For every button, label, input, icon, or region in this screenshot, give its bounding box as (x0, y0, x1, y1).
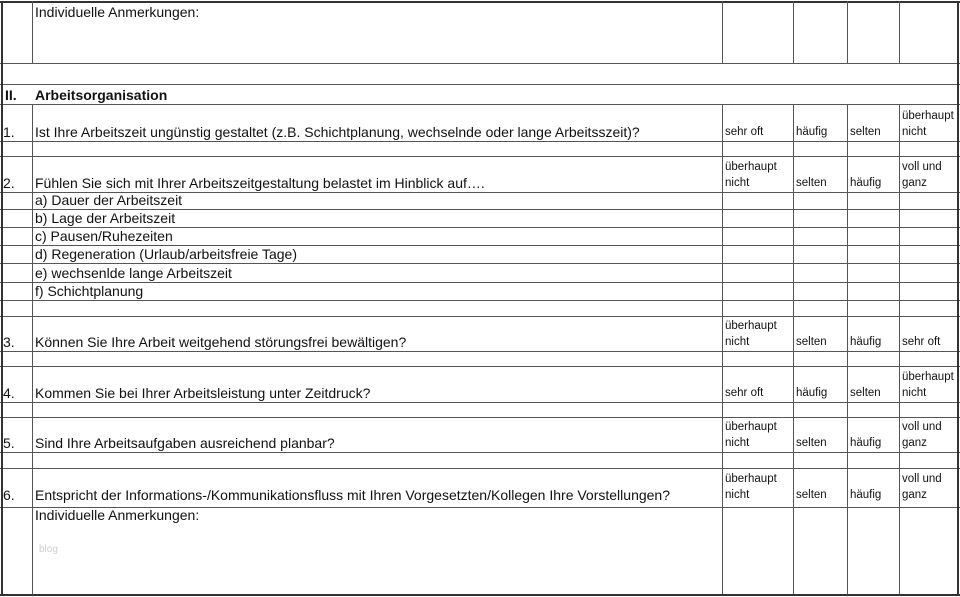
answer-option[interactable]: häufig (850, 489, 882, 501)
notes-row (0, 1, 960, 63)
subitem-row (0, 209, 960, 227)
answer-option[interactable]: sehr oft (725, 126, 764, 138)
section-number: II. (5, 87, 17, 103)
notes-label: Individuelle Anmerkungen: (35, 507, 200, 523)
question-text: Ist Ihre Arbeitszeit ungünstig gestaltet (z.B. Schichtplanung, wechselnde oder lange Arbeitsszeit)? (35, 124, 640, 140)
subitem-text: e) wechsenlde lange Arbeitszeit (35, 265, 232, 281)
answer-option[interactable]: häufig (796, 126, 828, 138)
subitem-text: f) Schichtplanung (35, 283, 144, 299)
question-number: 6. (3, 487, 15, 503)
subitem-row (0, 245, 960, 263)
notes-label: Individuelle Anmerkungen: (35, 4, 200, 20)
subitem-text: b) Lage der Arbeitszeit (35, 210, 176, 226)
question-row (0, 104, 960, 141)
answer-option[interactable]: selten (850, 126, 881, 138)
question-number: 2. (3, 175, 15, 191)
table-rule (0, 402, 960, 403)
question-text: Kommen Sie bei Ihrer Arbeitsleistung unter Zeitdruck? (35, 385, 371, 401)
question-text: Sind Ihre Arbeitsaufgaben ausreichend planbar? (35, 435, 335, 451)
subitem-text: d) Regeneration (Urlaub/arbeitsfreie Tage) (35, 246, 297, 262)
section-title: Arbeitsorganisation (35, 87, 168, 103)
notes-cell[interactable] (32, 1, 722, 63)
answer-option[interactable]: überhaupt nicht (725, 161, 777, 189)
subitem-row (0, 192, 960, 209)
answer-option[interactable]: häufig (850, 437, 882, 449)
table-rule (0, 63, 960, 64)
question-row (0, 468, 960, 507)
subitem-text: c) Pausen/Ruhezeiten (35, 228, 173, 244)
question-row (0, 156, 960, 192)
section-row (0, 84, 960, 104)
question-row (0, 316, 960, 351)
table-rule (0, 351, 960, 352)
subitem-text: a) Dauer der Arbeitszeit (35, 192, 183, 208)
answer-option[interactable]: überhaupt nicht (902, 371, 954, 399)
question-row (0, 417, 960, 452)
question-text: Fühlen Sie sich mit Ihrer Arbeitszeitgestaltung belastet im Hinblick auf…. (35, 175, 485, 191)
answer-option[interactable]: voll und ganz (902, 473, 942, 501)
table-rule (0, 452, 960, 453)
answer-option[interactable]: häufig (850, 336, 882, 348)
answer-option[interactable]: selten (796, 177, 827, 189)
question-row (0, 366, 960, 402)
answer-option[interactable]: sehr oft (902, 336, 941, 348)
answer-option[interactable]: selten (796, 489, 827, 501)
answer-option[interactable]: selten (796, 437, 827, 449)
table-rule (0, 141, 960, 142)
table-border (0, 594, 960, 596)
answer-option[interactable]: voll und ganz (902, 161, 942, 189)
table-rule (0, 300, 960, 301)
question-number: 4. (3, 385, 15, 401)
answer-option[interactable]: sehr oft (725, 387, 764, 399)
answer-option[interactable]: häufig (850, 177, 882, 189)
notes-row (0, 507, 960, 594)
answer-option[interactable]: überhaupt nicht (725, 320, 777, 348)
question-number: 5. (3, 435, 15, 451)
answer-option[interactable]: überhaupt nicht (725, 473, 777, 501)
question-number: 1. (3, 124, 15, 140)
subitem-row (0, 282, 960, 300)
subitem-row (0, 227, 960, 245)
answer-option[interactable]: häufig (796, 387, 828, 399)
answer-option[interactable]: selten (796, 336, 827, 348)
question-text: Entspricht der Informations-/Kommunikationsfluss mit Ihren Vorgesetzten/Kollegen Ihre Vorstellungen? (35, 487, 670, 503)
subitem-row (0, 263, 960, 282)
answer-option[interactable]: überhaupt nicht (725, 421, 777, 449)
answer-option[interactable]: selten (850, 387, 881, 399)
question-text: Können Sie Ihre Arbeit weitgehend störungsfrei bewältigen? (35, 334, 407, 350)
answer-option[interactable]: überhaupt nicht (902, 110, 954, 138)
answer-option[interactable]: voll und ganz (902, 421, 942, 449)
question-number: 3. (3, 334, 15, 350)
notes-cell[interactable] (32, 507, 722, 594)
watermark-text: blog (39, 544, 58, 555)
